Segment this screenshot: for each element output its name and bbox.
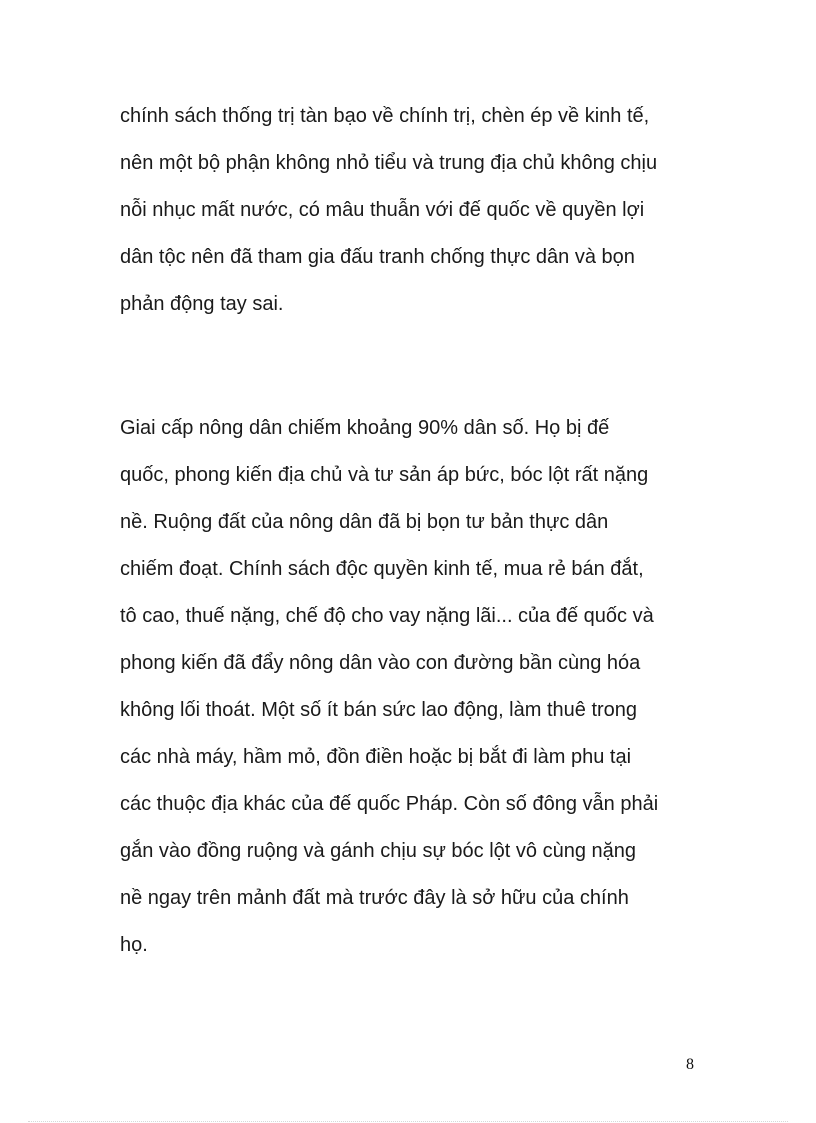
paragraph-line: phong kiến đã đẩy nông dân vào con đường bần cùng hóa [120, 652, 641, 674]
paragraph-line: các nhà máy, hầm mỏ, đồn điền hoặc bị bắt đi làm phu tại [120, 746, 632, 768]
paragraph-line: nề. Ruộng đất của nông dân đã bị bọn tư bản thực dân [120, 511, 609, 533]
paragraph-line: quốc, phong kiến địa chủ và tư sản áp bức, bóc lột rất nặng [120, 464, 649, 486]
paragraph-line: Giai cấp nông dân chiếm khoảng 90% dân số. Họ bị đế [120, 417, 610, 439]
paragraph-line: không lối thoát. Một số ít bán sức lao động, làm thuê trong [120, 699, 638, 721]
paragraph-line: gắn vào đồng ruộng và gánh chịu sự bóc lột vô cùng nặng [120, 840, 636, 862]
page-number: 8 [686, 1056, 694, 1073]
paragraph-line: nỗi nhục mất nước, có mâu thuẫn với đế quốc về quyền lợi [120, 199, 645, 221]
paragraph-line: các thuộc địa khác của đế quốc Pháp. Còn số đông vẫn phải [120, 793, 659, 815]
paragraph-line: dân tộc nên đã tham gia đấu tranh chống thực dân và bọn [120, 246, 635, 268]
paragraph-line: phản động tay sai. [120, 293, 284, 315]
page-bottom-divider [28, 1121, 788, 1122]
paragraph-line: nề ngay trên mảnh đất mà trước đây là sở hữu của chính [120, 887, 629, 909]
paragraph-line: tô cao, thuế nặng, chế độ cho vay nặng lãi... của đế quốc và [120, 605, 654, 627]
paragraph-line: chính sách thống trị tàn bạo về chính trị, chèn ép về kinh tế, [120, 105, 650, 127]
paragraph-line: nên một bộ phận không nhỏ tiểu và trung địa chủ không chịu [120, 152, 658, 174]
paragraph-line: họ. [120, 934, 148, 956]
paragraph-line: chiếm đoạt. Chính sách độc quyền kinh tế, mua rẻ bán đắt, [120, 558, 644, 580]
